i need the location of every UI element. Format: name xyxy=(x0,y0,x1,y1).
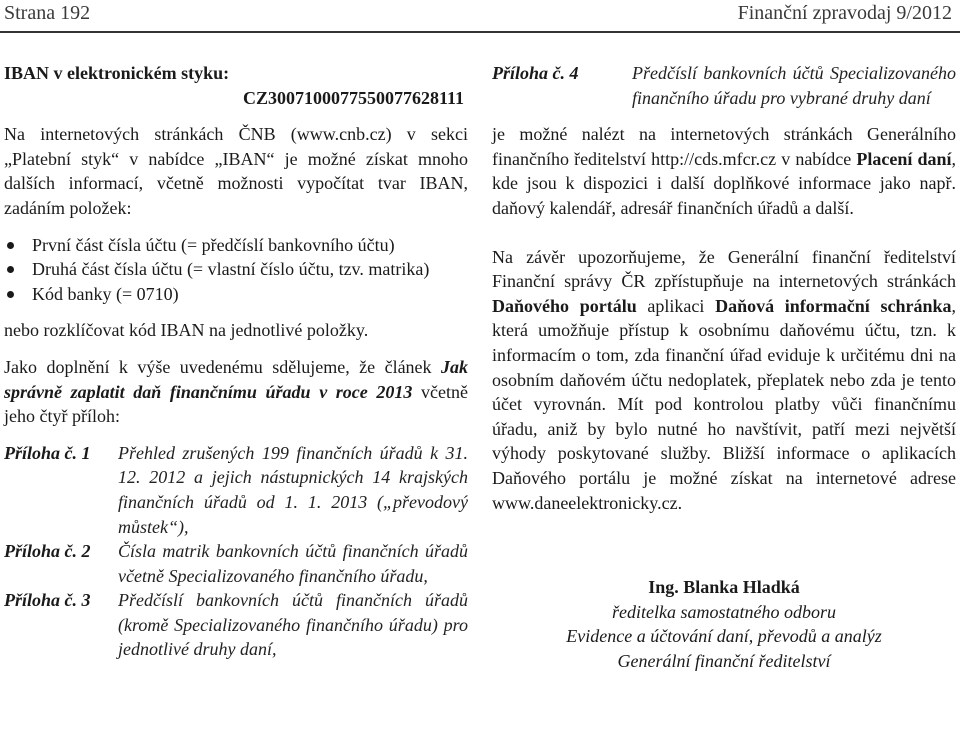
attachment-text: Čísla matrik bankovních účtů finančních úřadů včetně Specializovaného finančního úřadu, xyxy=(118,541,468,586)
bullet-item: Kód banky (= 0710) xyxy=(4,282,468,307)
page-header xyxy=(0,0,960,32)
bullet-list xyxy=(4,233,468,307)
article-suffix: včetně jeho čtyř příloh: xyxy=(4,381,469,427)
paragraph-decode: nebo rozklíčovat kód IBAN na jednotlivé položky. xyxy=(4,320,369,341)
bullet-item: Druhá část čísla účtu (= vlastní číslo účtu, tzv. matrika) xyxy=(4,257,468,282)
paragraph-cnb: Na internetových stránkách ČNB (www.cnb.cz) v sekci „Platební styk“ v nabídce „IBAN“ je možné získat mnoho dalších informací, včetně možnosti vypočítat tvar IBAN, zadáním položek: xyxy=(4,124,468,218)
signature-line: Evidence a účtování daní, převodů a analýz xyxy=(566,626,882,647)
article-intro: Jako doplnění k výše uvedenému sdělujeme, že článek xyxy=(4,356,441,377)
paragraph-gfr xyxy=(492,122,956,220)
gfr-text-b: , kde jsou k dispozici i další doplňkové informace jako např. daňový kalendář, adresář finančních úřadů a další. xyxy=(492,148,956,218)
iban-heading: IBAN v elektronickém styku: xyxy=(4,63,230,83)
bullet-item: První část čísla účtu (= předčíslí bankovního účtu) xyxy=(4,233,468,258)
paragraph-portal xyxy=(492,245,956,516)
header-rule xyxy=(0,31,960,33)
signature-block xyxy=(492,575,956,673)
attachment-label: Příloha č. 2 xyxy=(4,541,91,562)
portal-text-b: aplikaci xyxy=(636,295,716,316)
portal-bold-2: Daňová informační schránka xyxy=(715,295,952,316)
attachment-3 xyxy=(4,588,468,662)
page-number: Strana 192 xyxy=(4,2,91,24)
attachment-1 xyxy=(4,441,468,539)
attachment-label: Příloha č. 1 xyxy=(4,442,91,463)
left-column xyxy=(4,61,468,662)
attachment-text: Předčíslí bankovních účtů Specializovaného finančního úřadu pro vybrané druhy daní xyxy=(632,63,956,108)
attachment-2 xyxy=(4,539,468,588)
gfr-text-a: je možné nalézt na internetových stránkách Generálního finančního ředitelství http://cds.mfcr.cz v nabídce xyxy=(492,124,956,169)
attachment-4 xyxy=(492,61,956,110)
signature-name: Ing. Blanka Hladká xyxy=(648,577,800,598)
journal-title: Finanční zpravodaj 9/2012 xyxy=(737,2,952,24)
gfr-bold: Placení daní xyxy=(856,148,952,169)
paragraph-article xyxy=(4,355,468,429)
attachment-label: Příloha č. 3 xyxy=(4,590,91,611)
article-title: Jak správně zaplatit daň finančnímu úřadu v roce 2013 xyxy=(4,356,468,402)
portal-text-c: , která umožňuje přístup k osobnímu daňovému účtu, tzn. k informacím o tom, zda finanční úřad eviduje k určitému dni na osobním daňovém účtu nedoplatek, přeplatek nebo zda je tento účet vyrovnán. Mít pod kontrolou platby vůči finančnímu úřadu, aniž by bylo nutné ho navštívit, patří mezi největší výhody poskytované služby. Bližší informace o aplikacích Daňového portálu je možné získat na internetové adrese www.daneelektronicky.cz. xyxy=(492,295,957,513)
attachment-label: Příloha č. 4 xyxy=(492,63,579,83)
right-column xyxy=(492,61,956,673)
signature-line: Generální finanční ředitelství xyxy=(617,650,831,671)
portal-text-a: Na závěr upozorňujeme, že Generální finanční ředitelství Finanční správy ČR zpřístupňuje na internetových stránkách xyxy=(492,246,956,292)
signature-line: ředitelka samostatného odboru xyxy=(612,601,836,622)
attachment-text: Předčíslí bankovních účtů finančních úřadů (kromě Specializovaného finančního úřadu) pro jednotlivé druhy daní, xyxy=(118,590,468,660)
portal-bold-1: Daňového portálu xyxy=(492,295,637,316)
attachment-text: Přehled zrušených 199 finančních úřadů k 31. 12. 2012 a jejich nástupnických 14 krajských finančních úřadů od 1. 1. 2013 („převodový můstek“), xyxy=(118,442,468,537)
iban-number: CZ3007100077550077628111 xyxy=(242,87,464,108)
